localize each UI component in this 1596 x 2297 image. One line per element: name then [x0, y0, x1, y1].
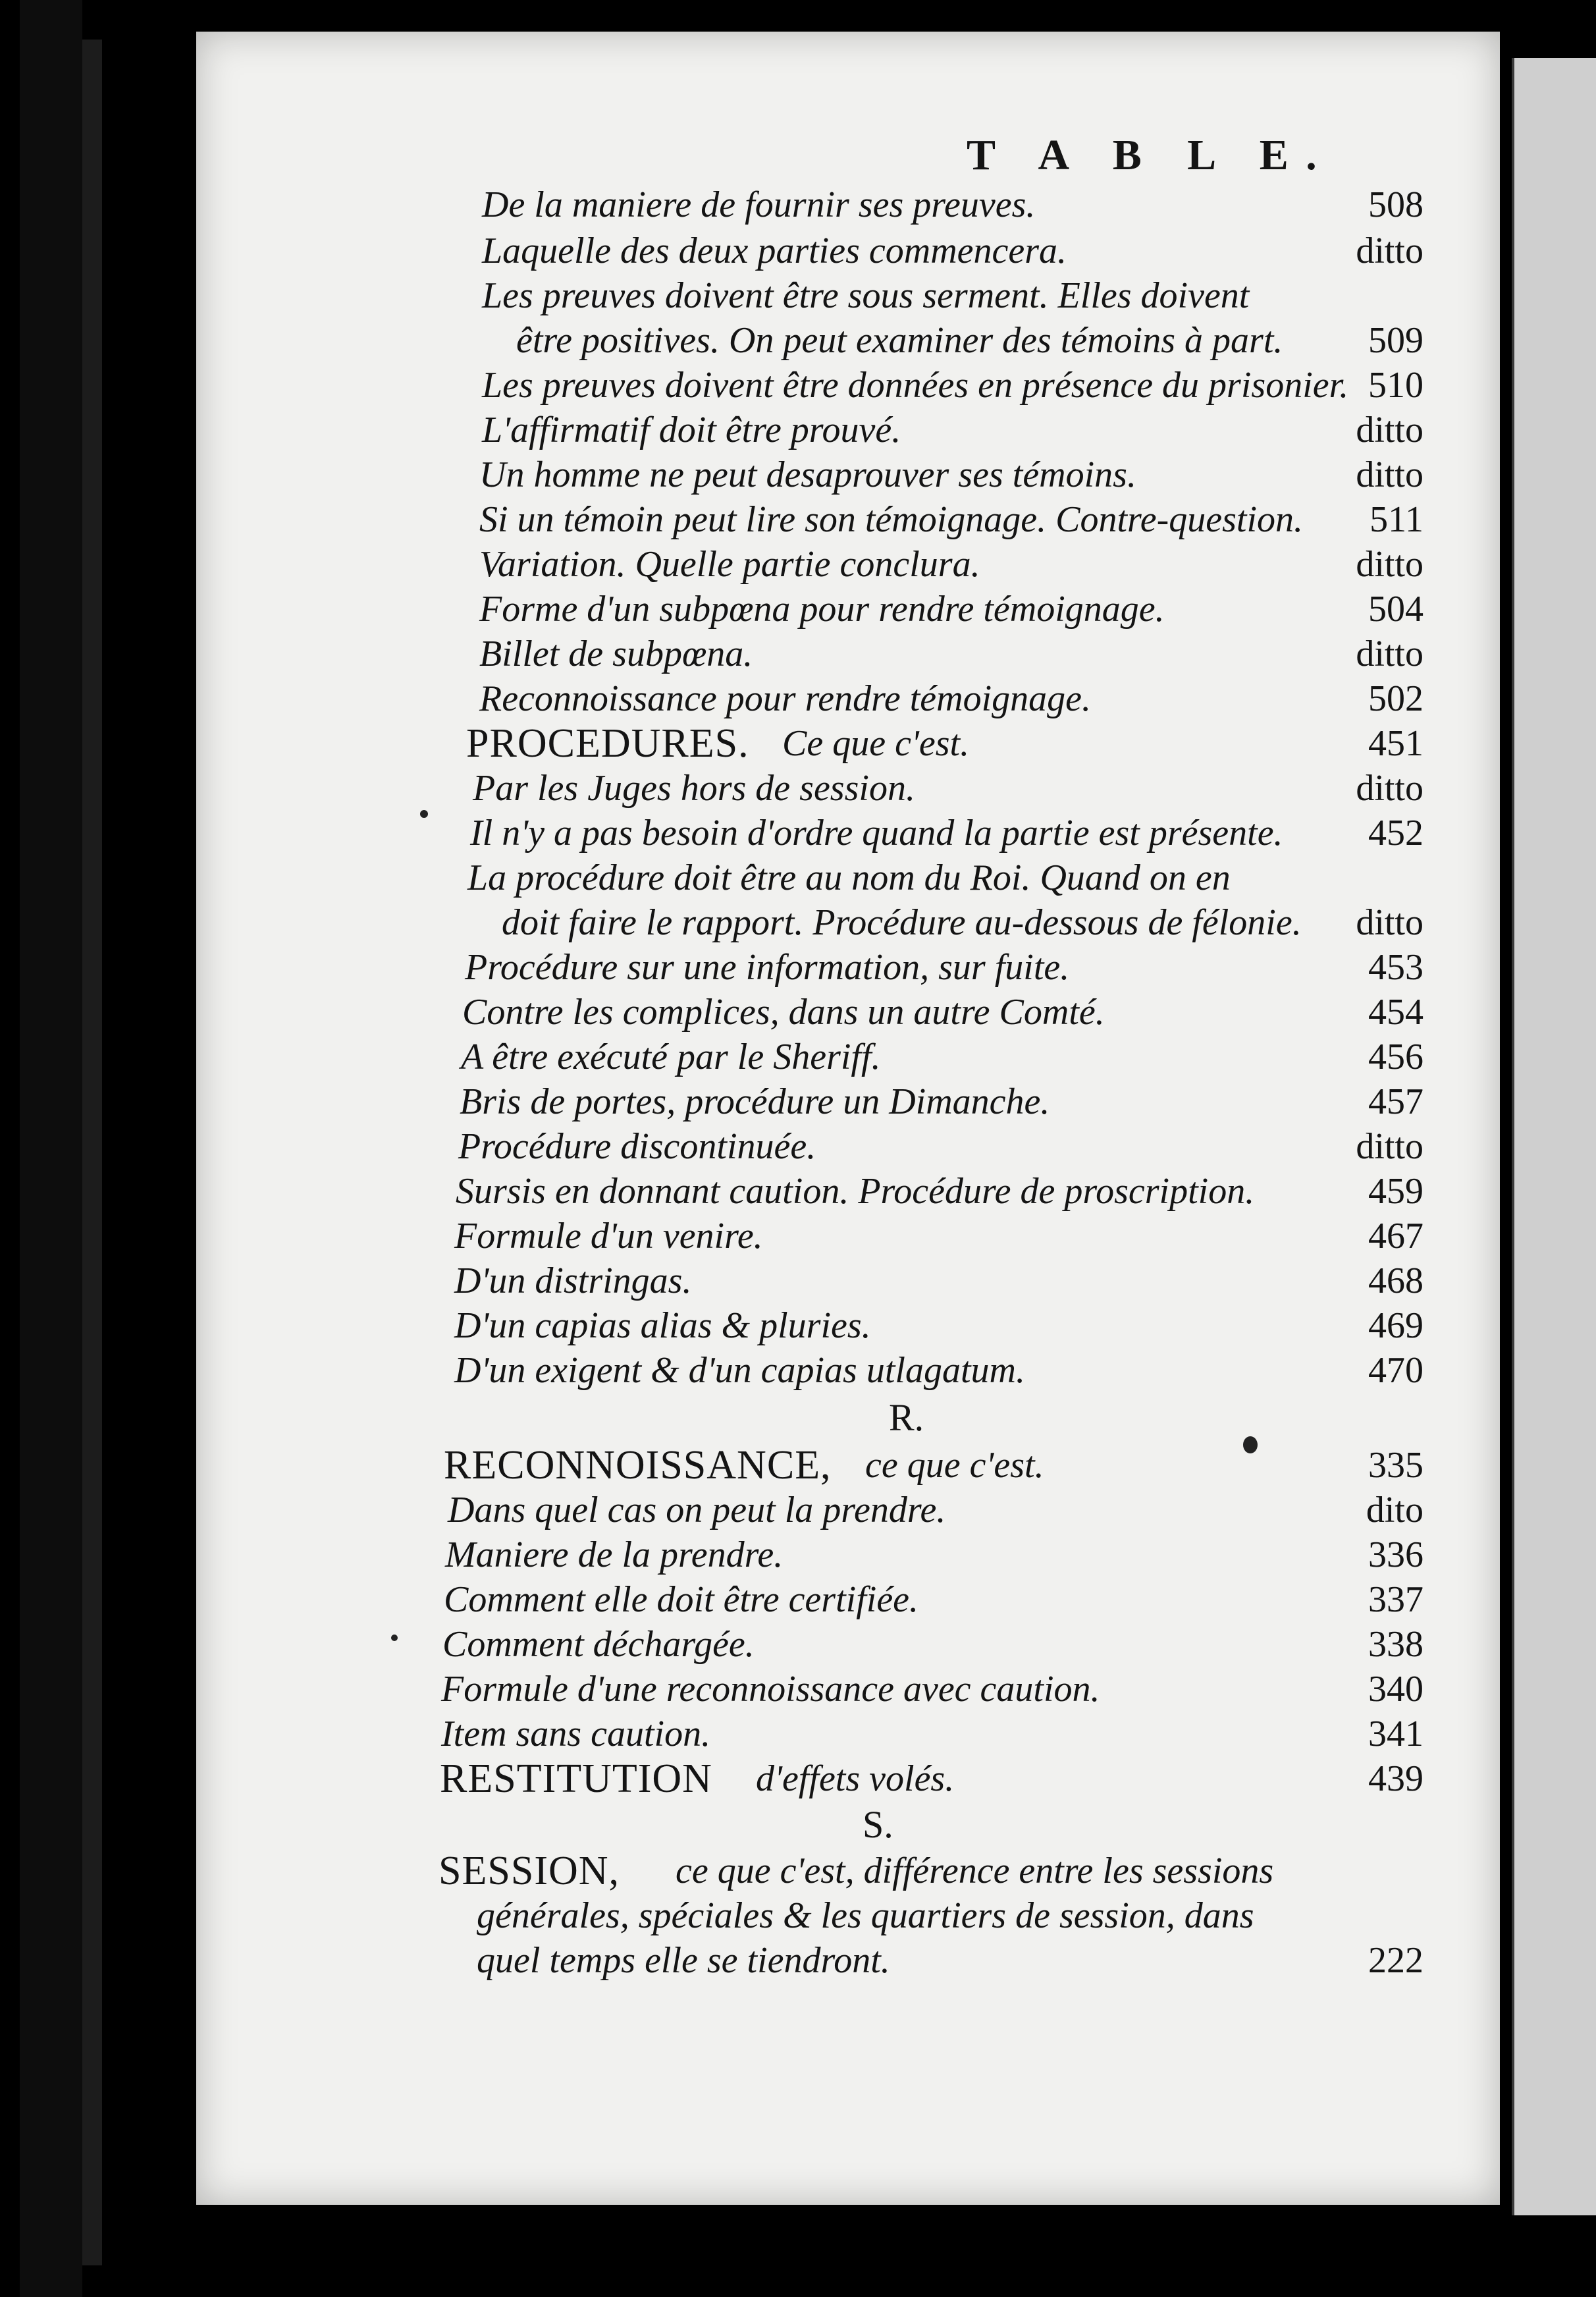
index-entry	[196, 453, 1500, 497]
book-page	[196, 32, 1500, 2205]
entry-text: Forme d'un subpœna pour rendre témoignage.	[479, 589, 1165, 630]
entry-page-number: 439	[1368, 1758, 1423, 1799]
index-entry	[196, 722, 1500, 765]
entry-text: Laquelle des deux parties commencera.	[482, 230, 1067, 271]
entry-text: Un homme ne peut desaprouver ses témoins.	[479, 454, 1136, 495]
entry-page-number: 470	[1368, 1350, 1423, 1391]
index-entry	[196, 1035, 1500, 1079]
index-entry	[196, 901, 1500, 944]
index-entry	[196, 1170, 1500, 1213]
section-letter: R.	[889, 1396, 924, 1439]
index-entry	[196, 543, 1500, 586]
index-entry	[196, 677, 1500, 720]
entry-page-number: 453	[1368, 947, 1423, 988]
entry-text: La procédure doit être au nom du Roi. Quand on en	[467, 857, 1231, 898]
entry-text: quel temps elle se tiendront.	[477, 1940, 890, 1981]
entry-text: Procédure sur une information, sur fuite.	[465, 947, 1070, 988]
ink-speck	[1243, 1436, 1258, 1453]
entry-text: Comment elle doit être certifiée.	[444, 1579, 919, 1620]
entry-text: De la maniere de fournir ses preuves.	[482, 184, 1036, 225]
entry-page-number: 467	[1368, 1216, 1423, 1257]
entry-text: Formule d'un venire.	[454, 1216, 763, 1257]
entry-text: Variation. Quelle partie conclura.	[479, 544, 980, 585]
entry-heading: RESTITUTION	[440, 1756, 712, 1801]
entry-page-number: ditto	[1356, 454, 1423, 495]
entry-page-number: ditto	[1356, 410, 1423, 450]
index-entry	[196, 1259, 1500, 1303]
entry-text: doit faire le rapport. Procédure au-dessous de félonie.	[502, 902, 1302, 943]
entry-heading: RECONNOISSANCE,	[444, 1443, 832, 1488]
entry-page-number: dito	[1366, 1490, 1423, 1530]
entry-text: générales, spéciales & les quartiers de session, dans	[477, 1895, 1254, 1936]
index-entry	[196, 1849, 1500, 1893]
entry-page-number: 468	[1368, 1260, 1423, 1301]
index-entry	[196, 319, 1500, 362]
entry-text: Item sans caution.	[441, 1714, 711, 1754]
entry-page-number: 510	[1368, 365, 1423, 406]
entry-heading: PROCEDURES.	[466, 721, 749, 766]
book-binding-edge	[20, 0, 82, 2297]
entry-text: ce que c'est.	[865, 1445, 1044, 1486]
index-entry	[196, 1533, 1500, 1577]
entry-page-number: 341	[1368, 1714, 1423, 1754]
index-entry	[196, 632, 1500, 676]
index-entry	[196, 1304, 1500, 1347]
entry-page-number: ditto	[1356, 634, 1423, 674]
index-entry	[196, 1623, 1500, 1666]
entry-page-number: 337	[1368, 1579, 1423, 1620]
entry-text: Si un témoin peut lire son témoignage. Contre-question.	[479, 499, 1304, 540]
entry-text: D'un capias alias & pluries.	[454, 1305, 871, 1346]
entry-page-number: 456	[1368, 1037, 1423, 1077]
entry-page-number: 511	[1370, 499, 1423, 540]
entry-text: Formule d'une reconnoissance avec caution.	[441, 1669, 1100, 1710]
index-entry	[196, 990, 1500, 1034]
ink-speck	[420, 810, 428, 818]
entry-text: Il n'y a pas besoin d'ordre quand la partie est présente.	[470, 813, 1283, 853]
entry-page-number: ditto	[1356, 902, 1423, 943]
index-entry	[196, 1349, 1500, 1392]
entry-page-number: 338	[1368, 1624, 1423, 1665]
entry-text: ce que c'est, différence entre les sessions	[676, 1851, 1274, 1891]
entry-text: Billet de subpœna.	[479, 634, 753, 674]
index-entry	[196, 498, 1500, 541]
index-entry	[196, 274, 1500, 317]
entry-page-number: 340	[1368, 1669, 1423, 1710]
index-entry	[196, 587, 1500, 631]
entry-page-number: ditto	[1356, 768, 1423, 809]
entry-page-number: 454	[1368, 992, 1423, 1033]
entry-text: Les preuves doivent être données en présence du prisonier.	[482, 365, 1349, 406]
index-entry	[196, 1667, 1500, 1711]
entry-text: Comment déchargée.	[442, 1624, 755, 1665]
entry-heading: SESSION,	[439, 1849, 620, 1893]
entry-page-number: ditto	[1356, 544, 1423, 585]
entry-page-number: 469	[1368, 1305, 1423, 1346]
index-entry	[196, 1214, 1500, 1258]
index-entry	[196, 856, 1500, 900]
entry-page-number: 451	[1368, 723, 1423, 764]
entry-text: Reconnoissance pour rendre témoignage.	[479, 678, 1091, 719]
entry-text: d'effets volés.	[756, 1758, 955, 1799]
entry-text: D'un distringas.	[454, 1260, 692, 1301]
index-entry	[196, 1712, 1500, 1756]
index-entry	[196, 1080, 1500, 1123]
entry-page-number: 452	[1368, 813, 1423, 853]
entry-page-number: 335	[1368, 1445, 1423, 1486]
index-entry	[196, 767, 1500, 810]
index-entry	[196, 364, 1500, 407]
index-entry	[196, 811, 1500, 855]
entry-page-number: ditto	[1356, 1126, 1423, 1167]
index-entry	[196, 1939, 1500, 1982]
index-entry	[196, 1444, 1500, 1487]
index-entry	[196, 946, 1500, 989]
page-heading: T A B L E.	[967, 131, 1335, 179]
book-binding-shadow	[82, 40, 102, 2265]
entry-page-number: 457	[1368, 1081, 1423, 1122]
index-entry	[196, 408, 1500, 452]
index-entry	[196, 183, 1500, 227]
entry-text: Dans quel cas on peut la prendre.	[448, 1490, 946, 1530]
entry-page-number: 504	[1368, 589, 1423, 630]
index-entry	[196, 1488, 1500, 1532]
entry-text: Bris de portes, procédure un Dimanche.	[460, 1081, 1050, 1122]
entry-text: Ce que c'est.	[782, 723, 970, 764]
entry-text: Procédure discontinuée.	[458, 1126, 816, 1167]
entry-page-number: 459	[1368, 1171, 1423, 1212]
index-entry	[196, 1894, 1500, 1937]
entry-page-number: 336	[1368, 1534, 1423, 1575]
entry-text: L'affirmatif doit être prouvé.	[482, 410, 901, 450]
entry-page-number: 508	[1368, 184, 1423, 225]
entry-text: Les preuves doivent être sous serment. Elles doivent	[482, 275, 1250, 316]
entry-page-number: 222	[1368, 1940, 1423, 1981]
entry-page-number: ditto	[1356, 230, 1423, 271]
entry-text: D'un exigent & d'un capias utlagatum.	[454, 1350, 1025, 1391]
index-entry	[196, 1757, 1500, 1800]
entry-text: Par les Juges hors de session.	[473, 768, 915, 809]
section-letter: S.	[863, 1803, 893, 1846]
entry-text: être positives. On peut examiner des témoins à part.	[516, 320, 1283, 361]
entry-text: A être exécuté par le Sheriff.	[461, 1037, 881, 1077]
entry-text: Sursis en donnant caution. Procédure de proscription.	[456, 1171, 1255, 1212]
index-entry	[196, 1578, 1500, 1621]
entry-page-number: 502	[1368, 678, 1423, 719]
index-entry	[196, 229, 1500, 273]
entry-text: Contre les complices, dans un autre Comté.	[462, 992, 1105, 1033]
entry-text: Maniere de la prendre.	[445, 1534, 784, 1575]
facing-page-edge	[1512, 58, 1596, 2215]
index-entry	[196, 1125, 1500, 1168]
entry-page-number: 509	[1368, 320, 1423, 361]
ink-speck	[391, 1635, 398, 1641]
